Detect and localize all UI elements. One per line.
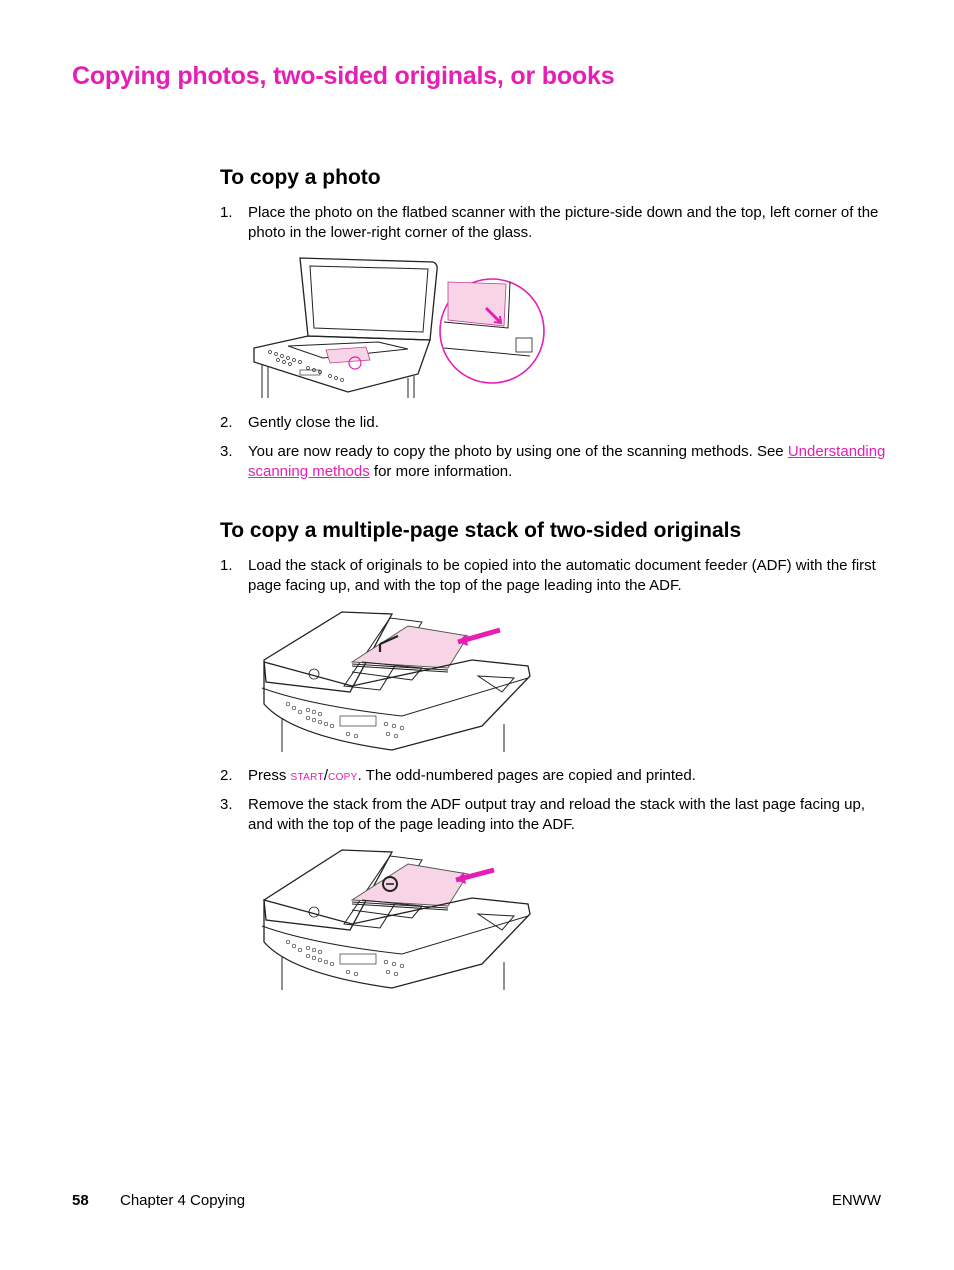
page-number: 58 (72, 1192, 89, 1209)
step-text: Load the stack of originals to be copied into the automatic document feeder (ADF) with the first page facing up, and with the top of the page leading into the ADF. (248, 557, 876, 594)
key-separator: / (323, 767, 329, 784)
step-text-before: You are now ready to copy the photo by using one of the scanning methods. See (248, 443, 788, 460)
adf-loading-illustration (252, 606, 542, 756)
step-text (248, 766, 890, 788)
step-number: 3. (220, 796, 233, 813)
step-number: 1. (220, 557, 233, 574)
step-text-after: for more information. (369, 462, 513, 480)
list-item (220, 795, 890, 834)
step-text-before: Press (248, 767, 291, 784)
list-item (220, 556, 890, 595)
section-heading-copy-photo: To copy a photo (220, 166, 381, 189)
step-number: 3. (220, 443, 233, 460)
step-text (248, 442, 890, 481)
list-item (220, 766, 890, 788)
step-text: Place the photo on the flatbed scanner with the picture-side down and the top, left corner of the photo in the lower-right corner of the glass. (248, 204, 879, 241)
section-heading-two-sided-originals: To copy a multiple-page stack of two-sided originals (220, 519, 742, 542)
list-item (220, 442, 890, 481)
list-item (220, 413, 890, 433)
understanding-scanning-methods-link[interactable]: Understanding scanning methods (248, 443, 886, 480)
page-title: Copying photos, two-sided originals, or books (72, 62, 615, 90)
adf-reload-illustration (252, 846, 542, 994)
footer-chapter: Chapter 4 Copying (120, 1192, 246, 1209)
step-text: Remove the stack from the ADF output tray and reload the stack with the last page facing up, and with the top of the page leading into the ADF. (248, 796, 865, 833)
list-item (220, 203, 890, 242)
start-key-label: START (290, 772, 324, 783)
step-text: Gently close the lid. (248, 414, 379, 431)
flatbed-scanner-illustration (248, 252, 548, 402)
copy-key-label: COPY (328, 772, 358, 783)
step-number: 2. (220, 414, 233, 431)
step-number: 2. (220, 767, 233, 784)
step-text-after: . The odd-numbered pages are copied and printed. (357, 767, 696, 784)
footer-right: ENWW (831, 1192, 881, 1209)
step-number: 1. (220, 204, 233, 221)
